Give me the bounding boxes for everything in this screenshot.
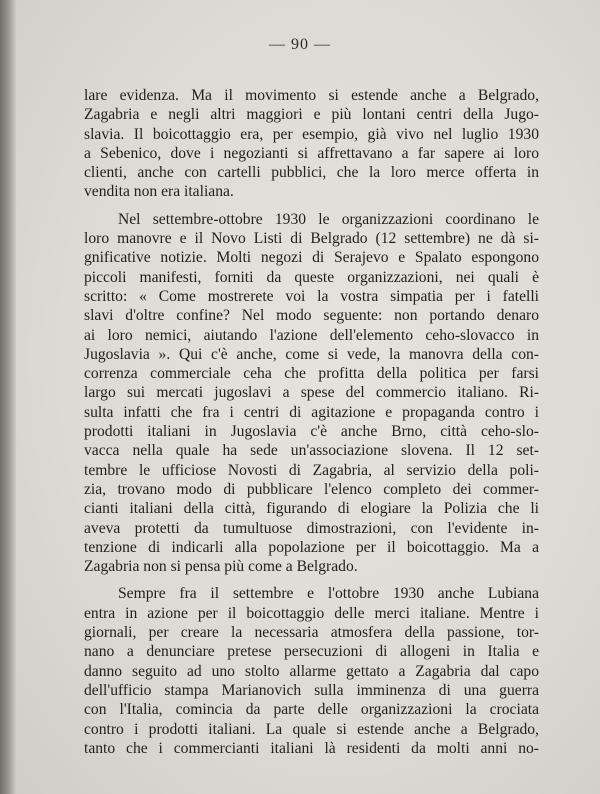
text-line: zia, trovano modo di pubblicare l'elenco completo dei commer-	[84, 480, 539, 498]
text-line: clienti, anche con cartelli pubblici, che la loro merce offerta in	[84, 164, 539, 182]
text-line: lare evidenza. Ma il movimento si estende anche a Belgrado,	[84, 87, 539, 104]
text-line: Zagabria e negli altri maggiori e più lontani centri della Jugo-	[84, 106, 539, 124]
book-gutter-shadow	[0, 0, 16, 794]
paragraph-3	[84, 584, 539, 758]
text-line: Sempre fra il settembre e l'ottobre 1930 anche Lubiana	[118, 585, 539, 603]
body-text	[84, 86, 539, 758]
text-line: tanto che i commercianti italiani là residenti da molti anni no-	[84, 739, 539, 757]
text-line: dell'ufficio stampa Marianovich sulla imminenza di una guerra	[84, 681, 539, 699]
text-line: danno seguito ad uno stolto allarme gettato a Zagabria dal capo	[84, 662, 539, 680]
text-line: a Sebenico, dove i negozianti si affrettavano a far sapere ai loro	[84, 144, 539, 162]
text-line: slavia. Il boicottaggio era, per esempio, già vivo nel luglio 1930	[84, 125, 539, 143]
text-line: Nel settembre-ottobre 1930 le organizzazioni coordinano le	[118, 210, 539, 228]
text-line: correnza commerciale ceha che profitta della politica per farsi	[84, 365, 539, 383]
text-line: tenzione di indicarli alla popolazione per il boicottaggio. Ma a	[84, 538, 539, 556]
text-line: Jugoslavia ». Qui c'è anche, come si vede, la manovra della con-	[84, 345, 539, 363]
text-line: contro i prodotti italiani. La quale si estende anche a Belgrado,	[84, 720, 539, 738]
text-line: scritto: « Come mostrerete voi la vostra simpatia per i fatelli	[84, 287, 539, 305]
paragraph-gap	[84, 202, 539, 210]
text-line: giornali, per creare la necessaria atmosfera della passione, tor-	[84, 624, 539, 642]
paragraph-gap	[84, 576, 539, 584]
text-line: gnificative notizie. Molti negozi di Serajevo e Spalato espongono	[84, 249, 539, 267]
text-line: con l'Italia, comincia da parte delle organizzazioni la crociata	[84, 701, 539, 719]
text-line: vacca nella quale ha sede un'associazione slovena. Il 12 set-	[84, 442, 539, 460]
text-line: Zagabria non si pensa più come a Belgrado.	[84, 558, 358, 576]
text-line: tembre le ufficiose Novosti di Zagabria, al servizio della poli-	[84, 461, 539, 479]
text-line: nano a denunciare pretese persecuzioni di allogeni in Italia e	[84, 643, 539, 661]
text-line: largo sui mercati jugoslavi a spese del commercio italiano. Ri-	[84, 384, 539, 402]
paragraph-1	[84, 86, 539, 202]
text-line: slavi d'oltre confine? Nel modo seguente: non portando denaro	[84, 307, 539, 325]
text-line: prodotti italiani in Jugoslavia c'è anche Brno, città ceho-slo-	[84, 423, 539, 441]
page-number: — 90 —	[269, 36, 331, 53]
text-line: piccoli manifesti, forniti da queste organizzazioni, nei quali è	[84, 268, 539, 286]
text-line: ai loro nemici, aiutando l'azione dell'elemento ceho-slovacco in	[84, 326, 539, 344]
text-line: entra in azione per il boicottaggio delle merci italiane. Mentre i	[84, 604, 539, 622]
text-line: vendita non era italiana.	[84, 183, 234, 201]
text-line: aveva protetti da tumultuose dimostrazioni, con l'evidente in-	[84, 519, 539, 537]
text-line: sulta infatti che fra i centri di agitazione e propaganda contro i	[84, 403, 539, 421]
text-line: loro manovre e il Novo Listi di Belgrado (12 settembre) ne dà si-	[84, 230, 539, 248]
paragraph-2	[84, 210, 539, 577]
text-line: cianti italiani della città, figurando di elogiare la Polizia che li	[84, 500, 539, 518]
